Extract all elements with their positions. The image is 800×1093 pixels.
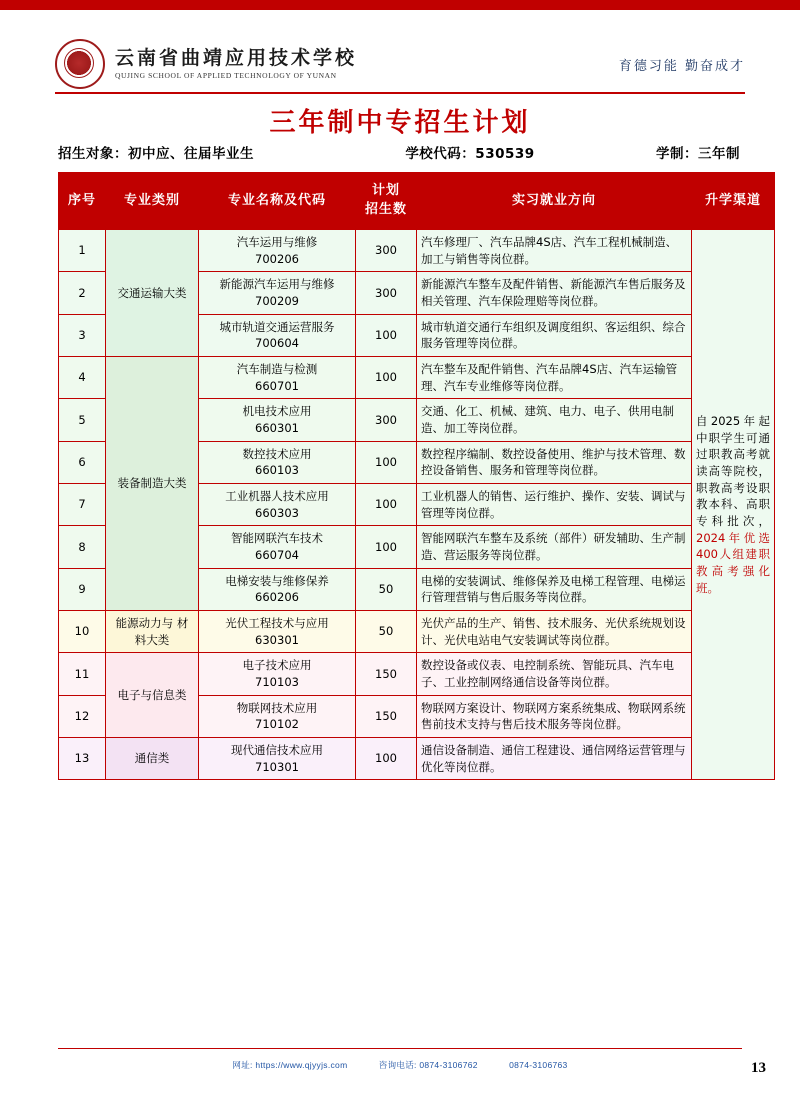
cell-major	[199, 653, 356, 695]
phone-label: 咨询电话:	[378, 1060, 417, 1070]
cell-major	[199, 272, 356, 314]
cell-no: 3	[59, 314, 106, 356]
cell-direction: 数控设备或仪表、电控制系统、智能玩具、汽车电子、工业控制网络通信设备等岗位群。	[417, 653, 692, 695]
col-header-direction: 实习就业方向	[417, 173, 692, 230]
upgrade-text-part1: 自2025年起中职学生可通过职教高考就读高等院校，职教高考设职教本科、高职专科批次，	[696, 414, 770, 529]
cell-category: 通信类	[106, 738, 199, 780]
cell-no: 8	[59, 526, 106, 568]
cell-major	[199, 314, 356, 356]
major-name: 现代通信技术应用	[231, 743, 323, 758]
col-header-category: 专业类别	[106, 173, 199, 230]
upgrade-text-part2: 2024年优选400人组建职教高考强化班。	[696, 530, 770, 595]
major-code: 660103	[255, 463, 299, 478]
cell-direction: 工业机器人的销售、运行维护、操作、安装、调试与管理等岗位群。	[417, 484, 692, 526]
cell-major	[199, 484, 356, 526]
cell-direction: 电梯的安装调试、维修保养及电梯工程管理、电梯运行管理营销与售后服务等岗位群。	[417, 568, 692, 610]
footer-contact	[0, 1059, 800, 1071]
cell-direction: 通信设备制造、通信工程建设、通信网络运营管理与优化等岗位群。	[417, 738, 692, 780]
cell-direction: 新能源汽车整车及配件销售、新能源汽车售后服务及相关管理、汽车保险理赔等岗位群。	[417, 272, 692, 314]
cell-category: 装备制造大类	[106, 357, 199, 611]
cell-major	[199, 399, 356, 441]
major-code: 660206	[255, 590, 299, 605]
cell-plan: 150	[356, 695, 417, 737]
cell-direction: 物联网方案设计、物联网方案系统集成、物联网系统售前技术支持与售后技术服务等岗位群。	[417, 695, 692, 737]
table-row	[59, 357, 775, 399]
table-row	[59, 611, 775, 653]
cell-plan: 100	[356, 357, 417, 399]
table-row	[59, 653, 775, 695]
cell-major	[199, 357, 356, 399]
col-header-plan	[356, 173, 417, 230]
school-brand	[55, 39, 357, 89]
col-header-no: 序号	[59, 173, 106, 230]
subtitle-row	[58, 142, 742, 162]
major-code: 660701	[255, 378, 299, 393]
cell-no: 11	[59, 653, 106, 695]
cell-direction: 交通、化工、机械、建筑、电力、电子、供用电制造、加工等岗位群。	[417, 399, 692, 441]
major-name: 电梯安装与维修保养	[225, 573, 329, 588]
major-code: 630301	[255, 632, 299, 647]
major-code: 700206	[255, 251, 299, 266]
cell-direction: 汽车整车及配件销售、汽车品牌4S店、汽车运输管理、汽车专业维修等岗位群。	[417, 357, 692, 399]
program-duration: 学制：三年制	[656, 146, 740, 162]
cell-direction: 汽车修理厂、汽车品牌4S店、汽车工程机械制造、加工与销售等岗位群。	[417, 230, 692, 272]
cell-plan: 100	[356, 526, 417, 568]
website-label: 网址:	[232, 1060, 253, 1070]
school-name-block	[115, 48, 357, 81]
major-name: 机电技术应用	[242, 404, 312, 419]
major-code: 710102	[255, 717, 299, 732]
col-header-major: 专业名称及代码	[199, 173, 356, 230]
school-name-cn: 云南省曲靖应用技术学校	[115, 46, 358, 69]
school-code: 学校代码：530539	[405, 146, 535, 162]
school-crest-icon	[55, 39, 105, 89]
cell-no: 1	[59, 230, 106, 272]
cell-direction: 光伏产品的生产、销售、技术服务、光伏系统规划设计、光伏电站电气安装调试等岗位群。	[417, 611, 692, 653]
major-name: 数控技术应用	[242, 446, 312, 461]
cell-no: 9	[59, 568, 106, 610]
cell-upgrade-channel	[692, 230, 775, 780]
table-header-row	[59, 173, 775, 230]
major-code: 710301	[255, 759, 299, 774]
cell-plan: 150	[356, 653, 417, 695]
major-name: 物联网技术应用	[236, 700, 318, 715]
cell-no: 5	[59, 399, 106, 441]
admission-audience: 招生对象：初中应、往届毕业生	[58, 146, 254, 162]
major-name: 汽车运用与维修	[236, 235, 318, 249]
cell-no: 2	[59, 272, 106, 314]
cell-no: 10	[59, 611, 106, 653]
major-name: 城市轨道交通运营服务	[219, 319, 335, 334]
phone-number-1: 0874-3106762	[419, 1060, 478, 1070]
cell-no: 6	[59, 441, 106, 483]
cell-category: 交通运输大类	[106, 230, 199, 357]
major-name: 新能源汽车运用与维修	[219, 277, 335, 292]
cell-plan: 100	[356, 484, 417, 526]
table-row	[59, 738, 775, 780]
cell-no: 13	[59, 738, 106, 780]
major-code: 700209	[255, 294, 299, 309]
page-header	[55, 40, 745, 88]
school-slogan: 育德习能 勤奋成才	[618, 58, 745, 74]
cell-major	[199, 695, 356, 737]
cell-direction: 数控程序编制、数控设备使用、维护与技术管理、数控设备销售、服务和管理等岗位群。	[417, 441, 692, 483]
major-name: 光伏工程技术与应用	[225, 616, 329, 631]
cell-major	[199, 526, 356, 568]
cell-category: 能源动力与 材料大类	[106, 611, 199, 653]
major-name: 汽车制造与检测	[236, 362, 318, 377]
page-number: 13	[751, 1060, 766, 1076]
cell-plan: 50	[356, 568, 417, 610]
cell-no: 12	[59, 695, 106, 737]
header-divider	[55, 92, 745, 94]
major-code: 660301	[255, 421, 299, 436]
major-code: 660303	[255, 505, 299, 520]
top-red-bar	[0, 0, 800, 10]
table-body	[59, 230, 775, 780]
school-name-en: QUJING SCHOOL OF APPLIED TECHNOLOGY OF YUNAN	[115, 71, 337, 81]
major-code: 660704	[255, 548, 299, 563]
cell-no: 7	[59, 484, 106, 526]
table-head	[59, 173, 775, 230]
cell-no: 4	[59, 357, 106, 399]
cell-major	[199, 230, 356, 272]
phone-number-2: 0874-3106763	[509, 1060, 568, 1070]
cell-major	[199, 441, 356, 483]
cell-major	[199, 738, 356, 780]
major-code: 700604	[255, 336, 299, 351]
cell-plan: 100	[356, 314, 417, 356]
cell-direction: 城市轨道交通行车组织及调度组织、客运组织、综合服务管理等岗位群。	[417, 314, 692, 356]
col-header-upgrade: 升学渠道	[692, 173, 775, 230]
cell-plan: 300	[356, 272, 417, 314]
major-name: 电子技术应用	[242, 658, 312, 673]
cell-plan: 100	[356, 441, 417, 483]
cell-plan: 300	[356, 230, 417, 272]
col-header-plan-line1: 计划	[371, 183, 400, 199]
page-title: 三年制中专招生计划	[269, 108, 531, 138]
major-name: 智能网联汽车技术	[231, 531, 323, 546]
cell-direction: 智能网联汽车整车及系统（部件）研发辅助、生产制造、营运服务等岗位群。	[417, 526, 692, 568]
cell-category: 电子与信息类	[106, 653, 199, 738]
enrollment-plan-table-wrap	[58, 172, 770, 780]
cell-plan: 100	[356, 738, 417, 780]
table-row	[59, 230, 775, 272]
cell-major	[199, 611, 356, 653]
major-code: 710103	[255, 675, 299, 690]
cell-major	[199, 568, 356, 610]
cell-plan: 50	[356, 611, 417, 653]
col-header-plan-line2: 招生数	[364, 202, 407, 217]
cell-plan: 300	[356, 399, 417, 441]
website-url[interactable]: https://www.qjyyjs.com	[255, 1060, 348, 1070]
enrollment-plan-table	[58, 172, 775, 780]
footer-divider	[58, 1048, 742, 1049]
major-name: 工业机器人技术应用	[225, 489, 329, 504]
